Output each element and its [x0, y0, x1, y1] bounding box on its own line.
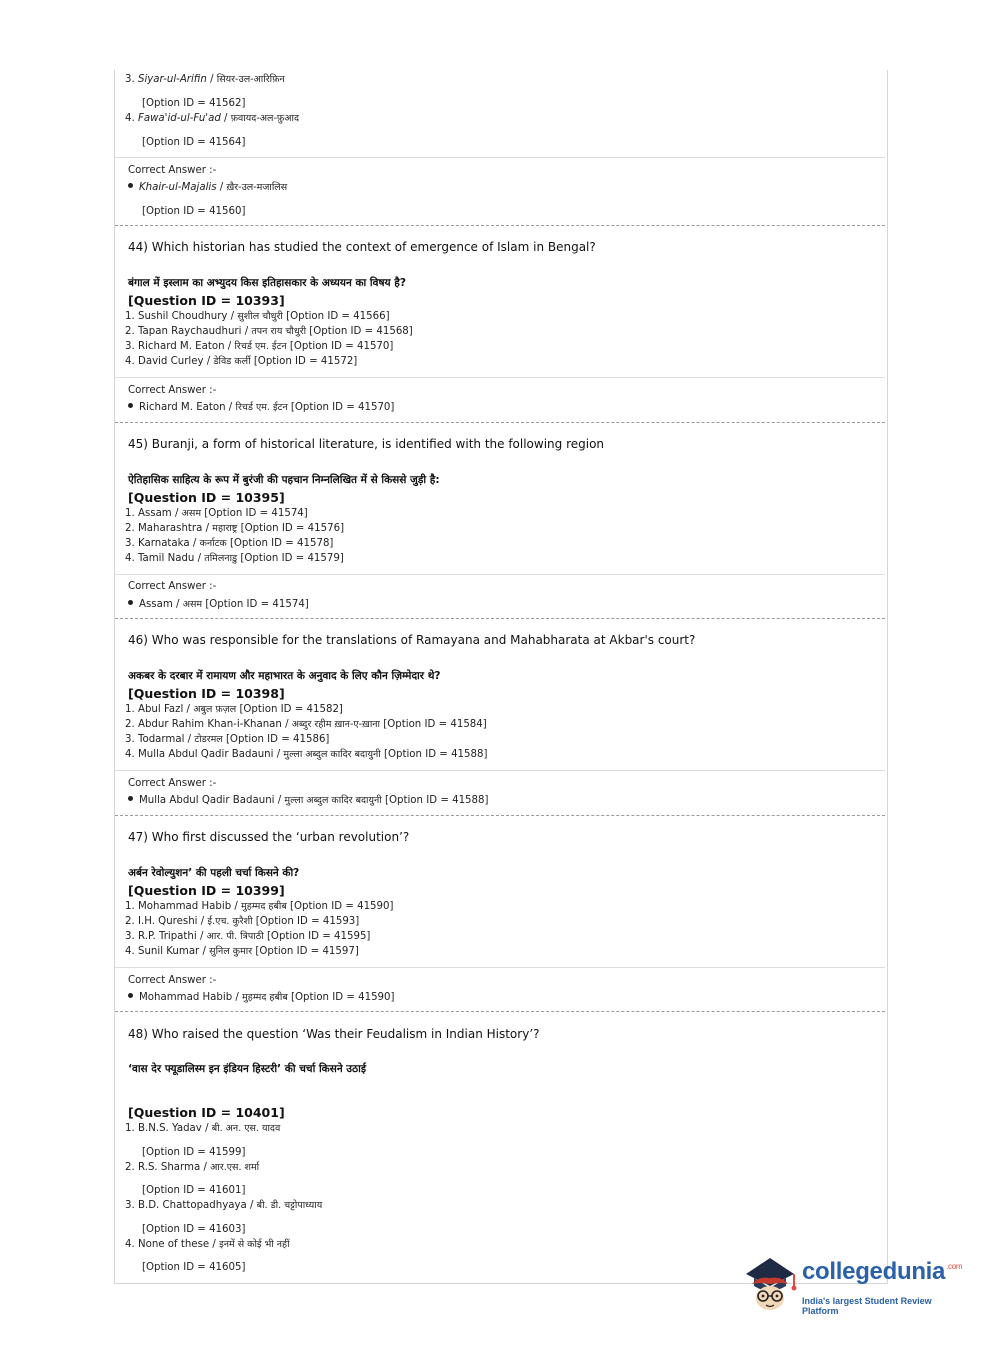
- option-line: 1. Assam / असम [Option ID = 41574]: [125, 508, 308, 519]
- question-id: [Question ID = 10399]: [128, 883, 285, 898]
- option-id: [Option ID = 41564]: [142, 137, 246, 148]
- correct-answer-label: Correct Answer :-: [128, 385, 217, 396]
- collegedunia-logo: [740, 1250, 970, 1320]
- option-line: 2. Maharashtra / महाराष्ट्र [Option ID = 41576]: [125, 523, 345, 534]
- option-line: 4. Tamil Nadu / तमिलनाडु [Option ID = 41579]: [125, 553, 344, 564]
- question-separator: [115, 422, 885, 423]
- option-line: 2. I.H. Qureshi / ई.एच. कुरैशी [Option ID = 41593]: [125, 916, 360, 927]
- logo-wordmark: collegedunia$^{.com}$: [802, 1258, 963, 1285]
- correct-answer: Khair-ul-Majalis / ख़ैर-उल-मजालिस: [128, 181, 287, 194]
- option-line: 4. None of these / इनमें से कोई भी नहीं: [125, 1239, 290, 1250]
- option-id: [Option ID = 41601]: [142, 1185, 246, 1196]
- question-text: 47) Who first discussed the ‘urban revolution’?: [128, 830, 410, 844]
- question-hindi: ऐतिहासिक साहित्य के रूप में बुरंजी की पहचान निम्नलिखित में से किससे जुड़ी है:: [128, 474, 440, 486]
- option-line: 3. B.D. Chattopadhyaya / बी. डी. चट्टोपाध्याय: [125, 1200, 323, 1211]
- option-line: 3. R.P. Tripathi / आर. पी. त्रिपाठी [Option ID = 41595]: [125, 931, 371, 942]
- option-line: 4. Fawa'id-ul-Fu'ad / फ़वायद-अल-फ़ुआद: [125, 113, 299, 124]
- question-hindi: बंगाल में इस्लाम का अभ्युदय किस इतिहासकार के अध्ययन का विषय है?: [128, 277, 406, 289]
- option-line: 3. Siyar-ul-Arifin / सियर-उल-आरिफ़िन: [125, 74, 285, 85]
- question-id: [Question ID = 10393]: [128, 293, 285, 308]
- question-id: [Question ID = 10395]: [128, 490, 285, 505]
- option-line: 1. Mohammad Habib / मुहम्मद हबीब [Option ID = 41590]: [125, 901, 394, 912]
- question-separator: [115, 618, 885, 619]
- option-line: 1. B.N.S. Yadav / बी. अन. एस. यादव: [125, 1123, 281, 1134]
- option-id: [Option ID = 41605]: [142, 1262, 246, 1273]
- correct-answer-label: Correct Answer :-: [128, 165, 217, 176]
- option-id: [Option ID = 41603]: [142, 1224, 246, 1235]
- option-line: 1. Sushil Choudhury / सुशील चौधुरी [Option ID = 41566]: [125, 311, 390, 322]
- correct-answer: Richard M. Eaton / रिचर्ड एम. ईटन [Option ID = 41570]: [128, 401, 394, 414]
- option-id: [Option ID = 41560]: [142, 206, 246, 217]
- option-line: 1. Abul Fazl / अबुल फ़ज़ल [Option ID = 41582]: [125, 704, 343, 715]
- correct-answer-label: Correct Answer :-: [128, 975, 217, 986]
- divider: [115, 770, 885, 771]
- logo-tagline: India's largest Student Review Platform: [802, 1296, 932, 1316]
- question-text: 46) Who was responsible for the translations of Ramayana and Mahabharata at Akbar's court?: [128, 633, 696, 647]
- correct-answer: Mulla Abdul Qadir Badauni / मुल्ला अब्दुल कादिर बदायुनी [Option ID = 41588]: [128, 794, 488, 807]
- question-text: 44) Which historian has studied the context of emergence of Islam in Bengal?: [128, 240, 596, 254]
- correct-answer-label: Correct Answer :-: [128, 581, 217, 592]
- option-line: 4. David Curley / डेविड कर्ली [Option ID = 41572]: [125, 356, 358, 367]
- correct-answer: Mohammad Habib / मुहम्मद हबीब [Option ID = 41590]: [128, 991, 395, 1004]
- mascot-icon: [740, 1252, 802, 1314]
- correct-answer: Assam / असम [Option ID = 41574]: [128, 598, 309, 611]
- question-hindi: अर्बन रेवोल्युशन’ की पहली चर्चा किसने की?: [128, 867, 300, 879]
- option-line: 3. Karnataka / कर्नाटक [Option ID = 41578]: [125, 538, 334, 549]
- question-separator: [115, 1011, 885, 1012]
- divider: [115, 967, 885, 968]
- question-hindi: ‘वास देर फ्यूडालिस्म इन इंडियन हिस्टरी’ की चर्चा किसने उठाई: [128, 1063, 367, 1075]
- question-separator: [115, 815, 885, 816]
- option-id: [Option ID = 41599]: [142, 1147, 246, 1158]
- option-id: [Option ID = 41562]: [142, 98, 246, 109]
- divider: [115, 157, 885, 158]
- divider: [115, 377, 885, 378]
- divider: [115, 574, 885, 575]
- question-text: 45) Buranji, a form of historical literature, is identified with the following region: [128, 437, 605, 451]
- question-id: [Question ID = 10398]: [128, 686, 285, 701]
- option-line: 2. Tapan Raychaudhuri / तपन राय चौधुरी [Option ID = 41568]: [125, 326, 413, 337]
- option-line: 2. Abdur Rahim Khan-i-Khanan / अब्दुर रहीम ख़ान-ए-ख़ाना [Option ID = 41584]: [125, 719, 487, 730]
- option-line: 2. R.S. Sharma / आर.एस. शर्मा: [125, 1162, 260, 1173]
- option-line: 4. Mulla Abdul Qadir Badauni / मुल्ला अब्दुल कादिर बदायुनी [Option ID = 41588]: [125, 749, 488, 760]
- question-text: 48) Who raised the question ‘Was their Feudalism in Indian History’?: [128, 1027, 540, 1041]
- question-id: [Question ID = 10401]: [128, 1105, 285, 1120]
- option-line: 4. Sunil Kumar / सुनिल कुमार [Option ID = 41597]: [125, 946, 359, 957]
- question-hindi: अकबर के दरबार में रामायण और महाभारत के अनुवाद के लिए कौन ज़िम्मेदार थे?: [128, 670, 441, 682]
- question-separator: [115, 225, 885, 226]
- option-line: 3. Richard M. Eaton / रिचर्ड एम. ईटन [Option ID = 41570]: [125, 341, 394, 352]
- option-line: 3. Todarmal / टोडरमल [Option ID = 41586]: [125, 734, 330, 745]
- correct-answer-label: Correct Answer :-: [128, 778, 217, 789]
